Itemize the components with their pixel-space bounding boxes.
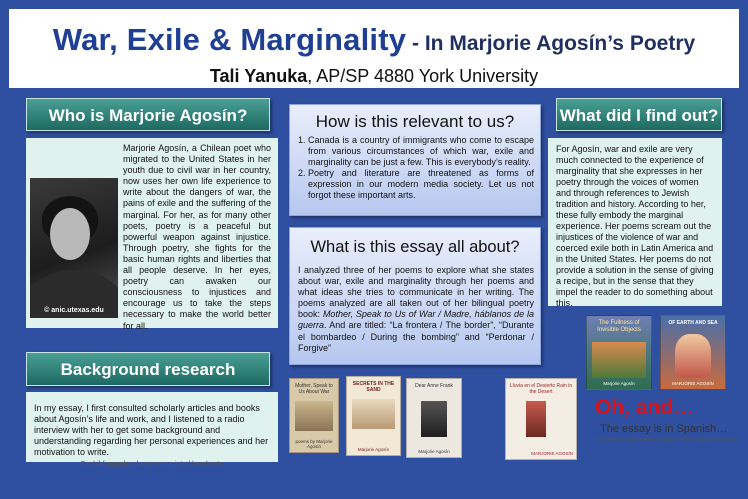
relevant-item-text: Poetry and literature are threatened as forms of expression in our modern media society. Let us not forgot these important arts. bbox=[308, 168, 534, 201]
background-heading: Background research bbox=[26, 352, 270, 386]
about-text: I analyzed three of her poems to explore what she states about war, exile and marginality through her poems and what ideas she tries to communicate in her writing. The poems analyzed are all taken out of her bilingual poetry book: Mother, Speak to Us of War / Madre, háblanos de la guerra. And are titled: “La frontera / The border”, “Durante el bombardeo / During the bombing” and “Perdonar / Forgive” bbox=[298, 265, 534, 353]
who-heading: Who is Marjorie Agosín? bbox=[26, 98, 270, 131]
book-title: Mother, Speak to Us of War / Madre, háblanos de la guerra bbox=[298, 309, 534, 331]
findings-panel bbox=[548, 138, 722, 306]
book-cover: Lluvia en el Desierto Rain in the Desert MARJORIE AGOSÍN bbox=[505, 378, 577, 460]
who-text: Marjorie Agosín, a Chilean poet who migrated to the United States in her youth due to civil war in her country, now uses her own life experience to write about the dangers of war, the pains of exile and the suffering of the marginal. For her, as for many other poets, poetry is a peaceful but powerful weapon against injustice. Through poetry, she fights for the basic human rights and liberties that all people deserve. In her eyes, poetry can awaken our consciousness to injustices and encourage us to take the steps necessary to make the world better for all. bbox=[123, 143, 271, 331]
title-main: War, Exile & Marginality bbox=[52, 22, 407, 57]
author-line bbox=[0, 66, 748, 87]
poster-title bbox=[0, 22, 748, 58]
relevant-heading: How is this relevant to us? bbox=[315, 112, 515, 131]
book-cover: Dear Anne Frank Marjorie Agosín bbox=[406, 378, 462, 458]
findings-text: For Agosín, war and exile are very much connected to the experience of marginality that she expresses in her poetry through the voices of women and through references to Jewish tradition and history. According to her, these fully embody the marginal experience. Her poems scream out the injustices of the violence of war and coerced exile both in Latin America and in the United States. Her poems do not provide a solution in the sense of giving a recipe, but in the sense that they impel the reader to do something about this. bbox=[556, 144, 714, 308]
relevant-item: 2. Poetry and literature are threatened as forms of expression in our modern media society. Let us not forgot these important arts. bbox=[298, 168, 534, 201]
book-cover: OF EARTH AND SEA MARJORIE AGOSÍN bbox=[660, 315, 726, 390]
background-panel bbox=[26, 392, 278, 469]
author-affiliation: , AP/SP 4880 York University bbox=[307, 66, 539, 86]
photo-credit: © anic.utexas.edu bbox=[44, 307, 104, 314]
relevant-panel bbox=[289, 104, 541, 216]
spanish-note: The essay is in Spanish… bbox=[600, 423, 728, 435]
oh-and-heading: Oh, and… bbox=[595, 396, 695, 419]
author-photo bbox=[30, 178, 118, 318]
background-text: In my essay, I first consulted scholarly articles and books about Agosín’s life and work, and I listened to a radio interview with her to get some background and understanding regarding her personal experiences and her motivation to write. bbox=[34, 403, 269, 458]
about-heading: What is this essay all about? bbox=[310, 238, 520, 256]
book-cover: SECRETS IN THE SAND Marjorie Agosín bbox=[346, 376, 401, 456]
contact-line: For further questions please contact me at: sukha100@yorku.ca bbox=[596, 437, 739, 443]
relevant-item: 1. Canada is a country of immigrants who come to escape from various circumstances of which war, exile and marginality can be just a few. This is everybody’s reality. bbox=[298, 135, 534, 168]
book-cover: The Fullness of Invisible Objects Marjorie Agosín bbox=[586, 315, 652, 390]
relevant-item-text: Canada is a country of immigrants who come to escape from various circumstances of which war, exile and marginality can be just a few. This is everybody’s reality. bbox=[308, 135, 534, 168]
bibliography-note: For bibliography please see printed hand-outs bbox=[80, 461, 224, 469]
title-sub: - In Marjorie Agosín’s Poetry bbox=[406, 32, 696, 55]
book-cover: Mother, Speak to Us About War poems by Marjorie Agosín bbox=[289, 378, 339, 453]
author-name: Tali Yanuka bbox=[209, 66, 308, 86]
findings-heading: What did I find out? bbox=[556, 98, 722, 131]
about-panel bbox=[289, 227, 541, 365]
